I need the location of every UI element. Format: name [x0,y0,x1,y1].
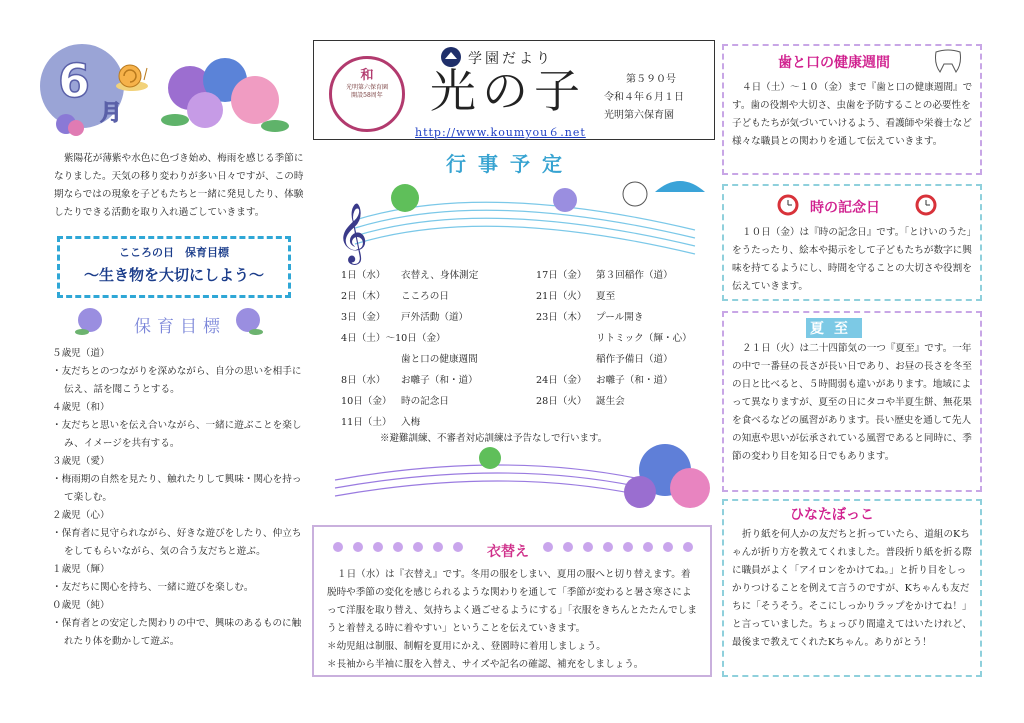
age-label: ５歳児（道） [52,348,110,359]
flower-border-right [540,538,700,556]
issue-number: 第５９０号 [626,74,676,85]
small-hydrangea-illustration [52,110,92,140]
age-goals-list [52,345,307,651]
website-link[interactable]: http://www.koumyou６.net [415,126,586,139]
age-goal: ・保育者との安定した関わりの中で、興味のあるものに触れたり体を動かして遊ぶ。 [52,618,302,647]
hydrangea-icon [72,306,108,336]
hydrangea-icon [230,306,266,336]
event-row: 28日（火） 誕生会 [536,396,625,407]
event-row: 10日（金） 時の記念日 [341,396,449,407]
seal-text: 光明第六保育園 開設58周年 [345,84,388,99]
age-goal: ・保育者に見守られながら、好きな遊びをしたり、仲立ちをしてもらいながら、気の合う友だちと遊ぶ。 [52,528,302,557]
organization: 光明第六保育園 [604,110,674,121]
goal-heading: こころの日 保育目標 [119,246,229,259]
intro-text: 紫陽花が薄紫や水色に色づき始め、梅雨を感じる季節になりました。天気の移り変わりが多い日々ですが、この時期ならではの現象を子どもたちと一緒に発見したり、体験したりできる活動を取り入れ過ごしていきます。 [54,153,304,218]
events-left-list [341,265,478,433]
geshi-title: 夏至 [806,318,862,338]
event-row: 17日（金） 第３回稲作（道） [536,270,673,281]
event-row: 11日（土） 入梅 [341,417,421,428]
event-row: 23日（木） プール開き [536,312,644,323]
age-label: ０歳児（純） [52,600,110,611]
event-row: 2日（木） こころの日 [341,291,449,302]
music-staff-illustration [335,170,715,270]
masthead-title: 光の子 [430,64,586,118]
time-day-text: １０日（金）は『時の記念日』です。「とけいのうた」をうたったり、絵本や掲示をして子どもたちが数字に興味を持てるようにし、時間を守ることの大切さや役割を伝えていきます。 [732,227,972,292]
koromogae-text: １日（水）は『衣替え』です。冬用の服をしまい、夏用の服へと切り替えます。着脱時や季節の変化を感じられるような関わりを通して「季節が変わると暑さ寒さによって洋服を取り替え、気持ちよく過ごせるようにする」「衣服をきちんとたたんでしまうと着替える時に着やすい」ということを伝えていきます。 ＊幼児組は制服、制帽を夏用にかえ、登園時に着用しましょう。 ＊長袖から半袖に服を入替え、サイズや記名の確認、補充をしましょう。 [327,569,697,670]
age-label: ３歳児（愛） [52,456,110,467]
event-row: 歯と口の健康週間 [401,354,478,365]
events-right-list [536,265,692,412]
age-label: １歳児（輝） [52,564,110,575]
event-row: 21日（火） 夏至 [536,291,616,302]
svg-text:𝄞: 𝄞 [337,203,368,263]
snail-icon [110,58,150,94]
hinata-title: ひなたぼっこ [790,507,874,523]
event-row: 4日（土）～10日（金） [341,333,446,344]
clock-icon [914,192,938,216]
age-goal: ・友だちに関心を持ち、一緒に遊びを楽しむ。 [52,582,254,593]
seal-char: 和 [360,68,374,83]
clock-icon [776,192,800,216]
age-goal: ・友だちとのつながりを深めながら、自分の思いを相手に伝え、話を聞こうとする。 [52,366,302,395]
age-goal: ・梅雨期の自然を見たり、触れたりして興味・関心を持って楽しむ。 [52,474,302,503]
flower-border-left [330,538,480,556]
age-label: ２歳児（心） [52,510,110,521]
hoiku-title: 保育目標 [134,317,226,337]
issue-date: 令和４年６月１日 [604,92,684,103]
koromogae-title: 衣替え [487,544,529,560]
masthead-subtitle: 学園だより [468,51,553,67]
hydrangea-illustration [155,58,295,138]
age-label: ４歳児（和） [52,402,110,413]
event-row: 8日（水） お囃子（和・道） [341,375,478,386]
goal-text: ～生き物を大切にしよう～ [83,266,264,284]
age-goal: ・友だちと思いを伝え合いながら、一緒に遊ぶことを楽しみ、イメージを共有する。 [52,420,302,449]
tooth-icon [928,48,968,76]
month-number: 6 [58,54,91,108]
month-kanji: 月 [100,101,123,126]
geshi-text: ２１日（火）は二十四節気の一つ『夏至』です。一年の中で一番昼の長さが長い日であり、お昼の長さを冬至の日と比べると、５時間弱も違いがあります。地域によって異なりますが、夏至の日にタコや半夏生餅、無花果を食べるなどの風習があります。長い歴史を通して先人の知恵や思いが伝承されている風習であると同時に、季節の変わり目を知る日でもあります。 [732,343,972,462]
hinata-text: 折り紙を何人かの友だちと折っていたら、道組のKちゃんが折り方を教えてくれました。普段折り紙を折る際に職員がよく「アイロンをかけてね。」と折り目をしっかりつけることを例えて言うのですが、Kちゃんも友だちに「そうそう。そこにしっかりラップをかけてね！」と言っていました。ちょっぴり間違えてはいたけれど、最後まで教えてくれたKちゃん。ありがとう！ [732,529,972,648]
events-title: 行事予定 [446,152,574,176]
event-row: 稲作予備日（道） [596,354,673,365]
tooth-week-title: 歯と口の健康週間 [778,55,890,71]
event-row: リトミック（輝・心） [596,333,692,344]
event-row: 1日（水） 衣替え、身体測定 [341,270,479,281]
events-note: ※避難訓練、不審者対応訓練は予告なしで行います。 [380,433,608,444]
music-hydrangea-illustration [325,440,715,520]
event-row: 24日（金） お囃子（和・道） [536,375,673,386]
time-day-title: 時の記念日 [810,200,880,216]
event-row: 3日（金） 戸外活動（道） [341,312,469,323]
tooth-week-text: ４日（土）～１０（金）まで『歯と口の健康週間』です。歯の役割や大切さ、虫歯を予防することの必要性を子どもたちが気づいていけるよう、看護師や栄養士など様々な職員との関わりを通して伝えていきます。 [732,82,973,147]
